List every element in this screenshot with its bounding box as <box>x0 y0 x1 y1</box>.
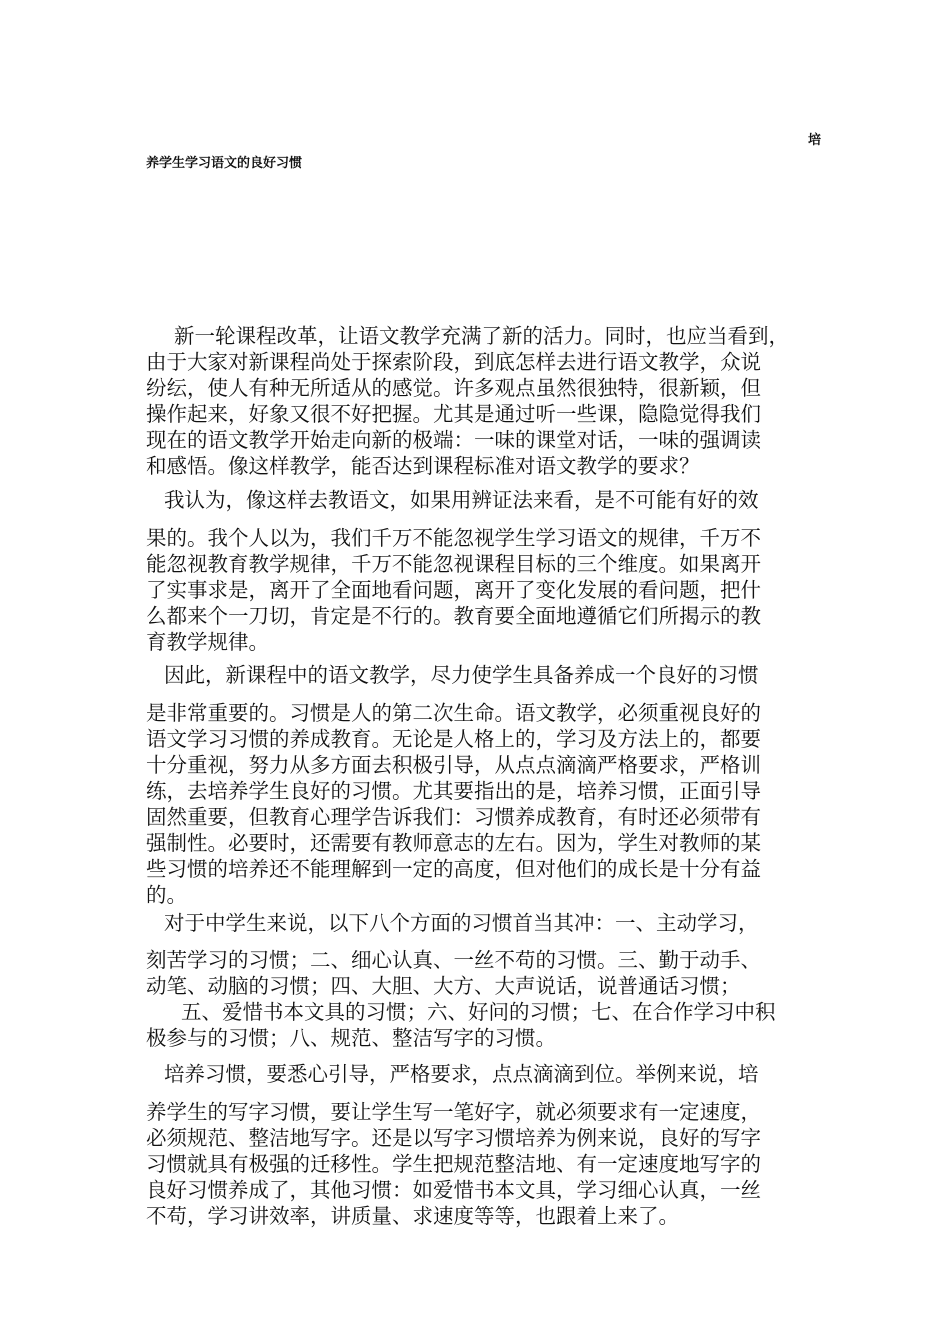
text-line: 能忽视教育教学规律，千万不能忽视课程目标的三个维度。如果离开 <box>146 552 761 576</box>
text-line: 五、爱惜书本文具的习惯；六、好问的习惯；七、在合作学习中积 <box>181 1000 776 1024</box>
text-line: 我认为，像这样去教语文，如果用辨证法来看，是不可能有好的效 <box>164 488 759 512</box>
text-line: 练，去培养学生良好的习惯。尤其要指出的是，培养习惯，正面引导 <box>146 779 761 803</box>
text-line: 和感悟。像这样教学，能否达到课程标准对语文教学的要求？ <box>146 454 700 478</box>
text-line: 纷纭，使人有种无所适从的感觉。许多观点虽然很独特，很新颖，但 <box>146 376 761 400</box>
text-line: 必须规范、整洁地写字。还是以写字习惯培养为例来说，良好的写字 <box>146 1126 761 1150</box>
text-line: 对于中学生来说，以下八个方面的习惯首当其冲：一、主动学习， <box>164 911 759 935</box>
text-line: 刻苦学习的习惯；二、细心认真、一丝不苟的习惯。三、勤于动手、 <box>146 948 761 972</box>
text-line: 极参与的习惯；八、规范、整洁写字的习惯。 <box>146 1026 556 1050</box>
text-line: 些习惯的培养还不能理解到一定的高度，但对他们的成长是十分有益 <box>146 857 761 881</box>
text-line: 操作起来，好象又很不好把握。尤其是通过听一些课，隐隐觉得我们 <box>146 402 761 426</box>
text-line: 么都来个一刀切，肯定是不行的。教育要全面地遵循它们所揭示的教 <box>146 604 761 628</box>
text-line: 固然重要，但教育心理学告诉我们：习惯养成教育，有时还必须带有 <box>146 805 761 829</box>
title-fragment: 培 <box>808 133 822 148</box>
text-line: 是非常重要的。习惯是人的第二次生命。语文教学，必须重视良好的 <box>146 701 761 725</box>
text-line: 不苟，学习讲效率，讲质量、求速度等等，也跟着上来了。 <box>146 1204 679 1228</box>
text-line: 由于大家对新课程尚处于探索阶段，到底怎样去进行语文教学，众说 <box>146 350 761 374</box>
text-line: 新一轮课程改革，让语文教学充满了新的活力。同时，也应当看到， <box>174 324 789 348</box>
text-line: 育教学规律。 <box>146 630 269 654</box>
text-line: 强制性。必要时，还需要有教师意志的左右。因为，学生对教师的某 <box>146 831 761 855</box>
text-line: 果的。我个人以为，我们千万不能忽视学生学习语文的规律，千万不 <box>146 526 761 550</box>
text-line: 了实事求是，离开了全面地看问题，离开了变化发展的看问题，把什 <box>146 578 761 602</box>
text-line: 现在的语文教学开始走向新的极端：一味的课堂对话，一味的强调读 <box>146 428 761 452</box>
text-line: 十分重视，努力从多方面去积极引导，从点点滴滴严格要求，严格训 <box>146 753 761 777</box>
text-line: 动笔、动脑的习惯；四、大胆、大方、大声说话，说普通话习惯； <box>146 974 741 998</box>
text-line: 的。 <box>146 883 187 907</box>
text-line: 语文学习习惯的养成教育。无论是人格上的，学习及方法上的，都要 <box>146 727 761 751</box>
document-title: 养学生学习语文的良好习惯 <box>146 156 303 171</box>
text-line: 习惯就具有极强的迁移性。学生把规范整洁地、有一定速度地写字的 <box>146 1152 761 1176</box>
text-line: 养学生的写字习惯，要让学生写一笔好字，就必须要求有一定速度， <box>146 1100 761 1124</box>
text-line: 培养习惯，要悉心引导，严格要求，点点滴滴到位。举例来说，培 <box>164 1062 759 1086</box>
text-line: 因此，新课程中的语文教学，尽力使学生具备养成一个良好的习惯 <box>164 663 759 687</box>
text-line: 良好习惯养成了，其他习惯：如爱惜书本文具，学习细心认真，一丝 <box>146 1178 761 1202</box>
